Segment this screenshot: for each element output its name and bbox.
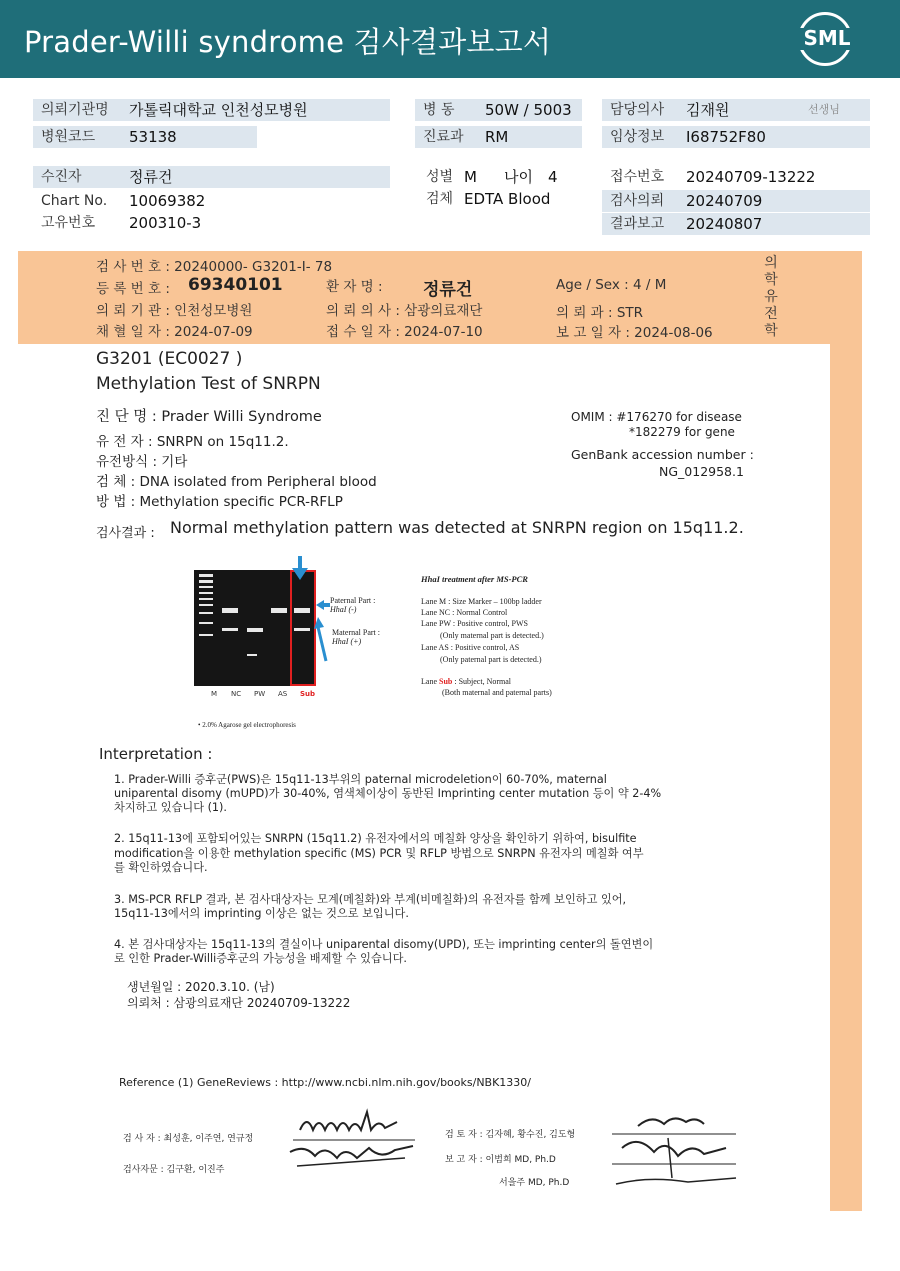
birth-date: 생년월일 : 2020.3.10. (남) — [127, 980, 275, 994]
paternal-label: Paternal Part : — [330, 596, 376, 605]
patient-field: 수진자 정류건 — [33, 166, 390, 188]
interp-line: 1. Prader-Willi 증후군(PWS)은 15q11-13부위의 paternal microdeletion이 60-70%, maternal — [114, 773, 607, 786]
legend-subject: Lane Sub : Subject, Normal — [421, 677, 512, 686]
registration-number: 69340101 — [188, 275, 283, 295]
lane-label: NC — [231, 690, 242, 698]
genbank-number: NG_012958.1 — [659, 464, 744, 479]
interp-line: modification을 이용한 methylation specific (MS) PCR 및 RFLP 방법으로 SNRPN 유전자의 메칠화 여부 — [114, 847, 644, 860]
diagnosis: 진 단 명 : Prader Willi Syndrome — [96, 409, 322, 425]
reporter-2: 서을주 MD, Ph.D — [499, 1178, 570, 1188]
bracket-arrow-icon — [314, 617, 328, 663]
inheritance: 유전방식 : 기타 — [96, 454, 188, 470]
sex-age-field: 성별 M 나이 4 — [426, 168, 558, 186]
dept-field: 진료과 RM — [415, 126, 582, 148]
institution-field: 의뢰기관명 가톨릭대학교 인천성모병원 — [33, 99, 390, 121]
hospital-code-field: 병원코드 53138 — [33, 126, 257, 148]
test-code: G3201 (EC0027 ) — [96, 349, 243, 369]
lane-label-sub: Sub — [300, 690, 316, 698]
omim-disease: OMIM : #176270 for disease — [571, 410, 742, 424]
doctor-field: 담당의사 김재원 선생님 — [602, 99, 870, 121]
legend-line: Lane NC : Normal Control — [421, 608, 508, 617]
right-margin-band — [830, 344, 862, 1211]
legend-title: HhaI treatment after MS-PCR — [421, 574, 528, 584]
institution-value: 가톨릭대학교 인천성모병원 — [129, 101, 308, 119]
legend-line: (Only maternal part is detected.) — [440, 631, 544, 640]
report-header — [0, 0, 900, 78]
reference: Reference (1) GeneReviews : http://www.ncbi.nlm.nih.gov/books/NBK1330/ — [119, 1076, 532, 1089]
test-name: Methylation Test of SNRPN — [96, 374, 321, 394]
maternal-label: Maternal Part : — [332, 628, 380, 637]
advisors: 검사자문 : 김구환, 이진주 — [123, 1165, 225, 1175]
reviewer-signature — [608, 1108, 743, 1198]
interpretation-title: Interpretation : — [99, 745, 213, 763]
specimen-field: 검체 EDTA Blood — [426, 190, 551, 208]
gene: 유 전 자 : SNRPN on 15q11.2. — [96, 434, 289, 450]
arrow-left-icon — [316, 600, 330, 610]
result-label: 검사결과 : — [96, 526, 155, 541]
reporter: 보 고 자 : 이범희 MD, Ph.D — [445, 1155, 556, 1165]
tester-signature — [285, 1100, 420, 1180]
request-field: 검사의뢰 20240709 — [602, 190, 870, 212]
interp-line: 로 인한 Prader-Willi증후군의 가능성을 배제할 수 있습니다. — [114, 952, 407, 965]
interp-line: 차지하고 있습니다 (1). — [114, 801, 227, 814]
reviewers: 검 토 자 : 김자혜, 황수진, 김도형 — [445, 1130, 576, 1140]
interp-line: uniparental disomy (mUPD)가 30-40%, 염색체이상이 동반된 Imprinting center mutation 등이 약 2-4% — [114, 787, 662, 800]
interp-line: 를 확인하였습니다. — [114, 861, 208, 874]
omim-gene: *182279 for gene — [629, 425, 735, 439]
legend-line: (Only paternal part is detected.) — [440, 655, 542, 664]
interp-line: 4. 본 검사대상자는 15q11-13의 결실이나 uniparental disomy(UPD), 또는 imprinting center의 돌연변이 — [114, 938, 654, 951]
testers: 검 사 자 : 최성훈, 이주연, 연규정 — [123, 1134, 254, 1144]
specimen: 검 체 : DNA isolated from Peripheral blood — [96, 474, 377, 490]
sml-logo: SML — [798, 12, 854, 66]
genbank-label: GenBank accession number : — [571, 447, 754, 462]
gel-caption: • 2.0% Agarose gel electrophoresis — [198, 721, 296, 729]
report-title: Prader-Willi syndrome 검사결과보고서 — [24, 25, 552, 59]
clinical-field: 임상정보 I68752F80 — [602, 126, 870, 148]
lane-label: AS — [278, 690, 288, 698]
report-date-field: 결과보고 20240807 — [602, 213, 870, 235]
method: 방 법 : Methylation specific PCR-RFLP — [96, 494, 343, 510]
lane-label: M — [211, 690, 218, 698]
arrow-down-icon — [290, 556, 310, 582]
referrer: 의뢰처 : 삼광의료재단 20240709-13222 — [127, 996, 351, 1010]
legend-line: Lane PW : Positive control, PWS — [421, 619, 528, 628]
lane-label: PW — [254, 690, 266, 698]
receipt-field: 접수번호 20240709-13222 — [610, 168, 816, 186]
interp-line: 2. 15q11-13에 포함되어있는 SNRPN (15q11.2) 유전자에서의 메칠화 양상을 확인하기 위하여, bisulfite — [114, 832, 637, 845]
gel-image — [194, 570, 316, 686]
interp-line: 3. MS-PCR RFLP 결과, 본 검사대상자는 모계(메칠화)와 부계(비메칠화)의 유전자를 함께 보인하고 있어, — [114, 893, 627, 906]
report-info-band: 검 사 번 호 : 20240000- G3201-I- 78 등 록 번 호 : 69340101 환 자 명 : 정류건 Age / Sex : 4 / M 의 뢰 기 관 : 인천성모병원 의 뢰 의 사 : 삼광의료재단 의 뢰 과 : STR 채 혈 일 자 : 2024-07-09 접 수 일 자 : 2024-07-10 보 고 일 자 : 2024-08-06 의 학 유 전 학 — [18, 251, 862, 344]
unique-field: 고유번호 200310-3 — [41, 214, 202, 232]
interp-line: 15q11-13에서의 imprinting 이상은 없는 것으로 보입니다. — [114, 907, 409, 920]
result-text: Normal methylation pattern was detected at SNRPN region on 15q11.2. — [170, 518, 744, 537]
gel-bands — [194, 570, 316, 686]
legend-line: Lane M : Size Marker – 100bp ladder — [421, 597, 542, 606]
chart-field: Chart No. 10069382 — [41, 192, 206, 210]
scanned-report — [18, 251, 862, 1211]
legend-line: Lane AS : Positive control, AS — [421, 643, 520, 652]
department-vertical-label: 의 학 유 전 학 — [764, 255, 778, 339]
ward-field: 병 동 50W / 5003 — [415, 99, 582, 121]
